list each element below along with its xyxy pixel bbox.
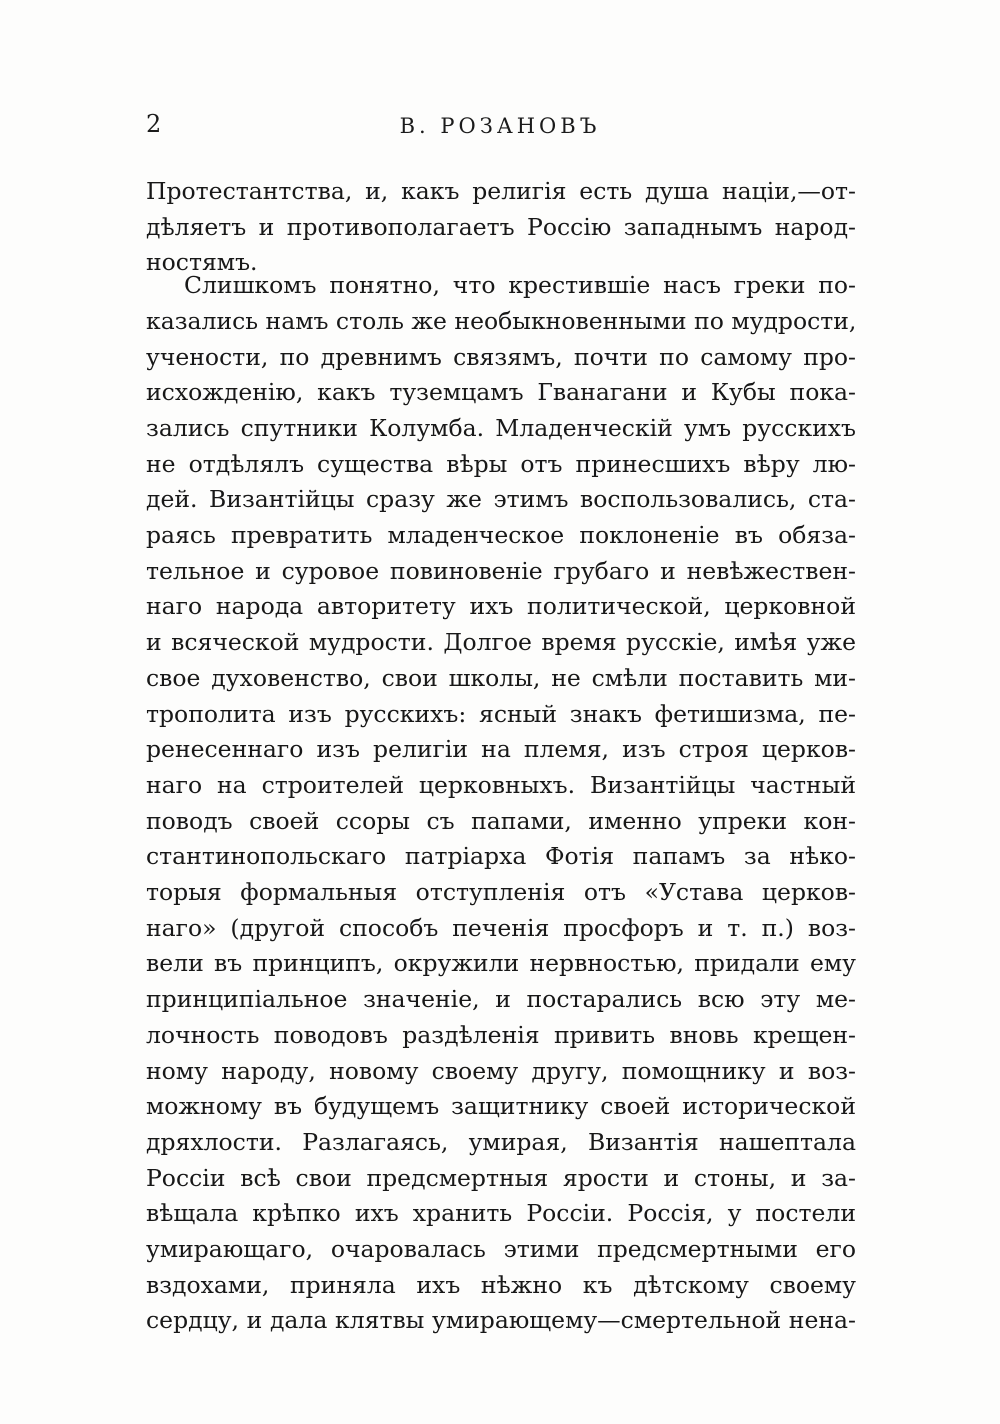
- text-line: стантинопольскаго патріарха Фотія папамъ за нѣко-: [146, 842, 856, 871]
- page-number: 2: [146, 110, 162, 138]
- text-line: Россіи всѣ свои предсмертныя ярости и стоны, и за-: [146, 1163, 856, 1192]
- text-line: вѣщала крѣпко ихъ хранить Россіи. Россія, у постели: [146, 1199, 856, 1228]
- text-line: ному народу, новому своему другу, помощнику и воз-: [146, 1056, 856, 1085]
- text-line: наго на строителей церковныхъ. Византійцы частный: [146, 770, 856, 799]
- text-line: поводъ своей ссоры съ папами, именно упреки кон-: [146, 806, 856, 835]
- text-line: дряхлости. Разлагаясь, умирая, Византія нашептала: [146, 1127, 856, 1156]
- text-line: вздохами, приняла ихъ нѣжно къ дѣтскому своему: [146, 1270, 856, 1299]
- text-line: дѣляетъ и противополагаетъ Россію западнымъ народ-: [146, 212, 856, 241]
- text-line: ренесеннаго изъ религіи на племя, изъ строя церков-: [146, 735, 856, 764]
- text-line: раясь превратить младенческое поклоненіе въ обяза-: [146, 521, 856, 549]
- text-line: свое духовенство, свои школы, не смѣли поставить ми-: [146, 663, 856, 692]
- text-line: и всяческой мудрости. Долгое время русскіе, имѣя уже: [146, 628, 856, 657]
- text-line: наго народа авторитету ихъ политической, церковной: [146, 592, 856, 621]
- text-line: принципіальное значеніе, и постарались всю эту ме-: [146, 985, 856, 1014]
- text-line: умирающаго, очаровалась этими предсмертными его: [146, 1235, 856, 1263]
- text-line: Протестантства, и, какъ религія есть душа націи,—от-: [146, 177, 856, 205]
- text-line: наго» (другой способъ печенія просфоръ и т. п.) воз-: [146, 913, 856, 942]
- text-line: можному въ будущемъ защитнику своей исторической: [146, 1092, 856, 1121]
- text-line: сердцу, и дала клятвы умирающему—смертельной нена-: [146, 1306, 856, 1335]
- text-line: торыя формальныя отступленія отъ «Устава церков-: [146, 878, 856, 906]
- text-line: зались спутники Колумба. Младенческій умъ русскихъ: [146, 413, 856, 442]
- text-line: ностямъ.: [146, 248, 258, 277]
- text-line: трополита изъ русскихъ: ясный знакъ фетишизма, пе-: [146, 699, 856, 728]
- text-line: вели въ принципъ, окружили нервностью, придали ему: [146, 949, 856, 978]
- paragraph-first-line: Слишкомъ понятно, что крестившіе насъ греки по-: [184, 271, 856, 300]
- text-line: тельное и суровое повиновеніе грубаго и невѣжествен-: [146, 556, 856, 585]
- running-head: В. РОЗАНОВЪ: [399, 114, 601, 138]
- text-line: казались намъ столь же необыкновенными по мудрости,: [146, 306, 857, 335]
- text-line: учености, по древнимъ связямъ, почти по самому про-: [146, 342, 856, 371]
- text-line: дей. Византійцы сразу же этимъ воспользовались, ста-: [146, 485, 856, 514]
- text-line: лочность поводовъ раздѣленія привить вновь крещен-: [146, 1020, 856, 1049]
- text-line: не отдѣлялъ существа вѣры отъ принесшихъ вѣру лю-: [146, 449, 856, 478]
- text-line: исхожденію, какъ туземцамъ Гванагани и Кубы пока-: [146, 378, 856, 407]
